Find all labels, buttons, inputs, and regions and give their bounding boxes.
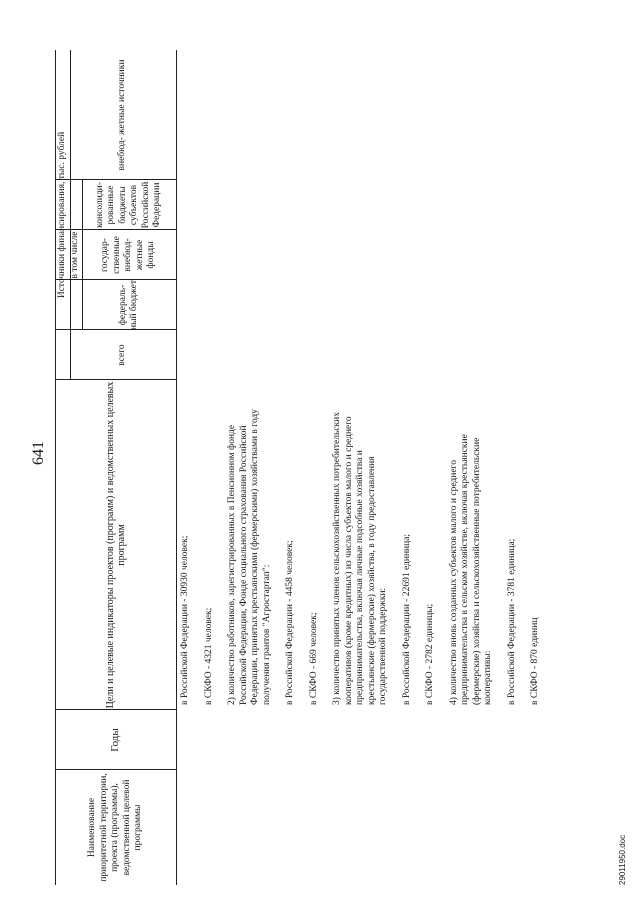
- col-extrabudget-header: внебюд- жетные источники: [117, 59, 128, 171]
- col-years-header: Годы: [109, 728, 122, 752]
- list-item: в СКФО - 870 единиц: [530, 617, 540, 705]
- col-federal-header: федераль- ный бюджет: [117, 279, 139, 330]
- list-item: в СКФО - 669 человек;: [308, 612, 319, 705]
- list-item: в СКФО - 4321 человек;: [203, 607, 214, 705]
- col-regional-header: консолиди- рованные бюджеты субъектов Российской Федерации: [94, 181, 162, 229]
- list-item: 2) количество работников, зарегистрированных в Пенсионном фонде Российской Федерации, Фонде социального страхования Российской Федерации, принятых крестьянскими (фермерскими) хозяйствами в году получения грантов "Агростартап":: [227, 408, 272, 705]
- list-item: в Российской Федерации - 22691 единица;: [401, 533, 412, 705]
- indicator-list: [180, 405, 554, 705]
- list-item: 4) количество вновь созданных субъектов малого и среднего предпринимательства в сельском хозяйстве, включая крестьянские (фермерские) хозяйства и сельскохозяйственные потребительские кооперативы:: [448, 434, 493, 705]
- col-total-header: всего: [117, 344, 128, 366]
- list-item: в Российской Федерации - 30930 человек;: [180, 535, 190, 705]
- list-item: в Российской Федерации - 3781 единица;: [506, 538, 517, 705]
- page-number: 641: [30, 441, 47, 465]
- table-header: [55, 50, 177, 885]
- col-goals-header: Цели и целевые индикаторы проектов (программ) и ведомственных целевых программ: [104, 381, 127, 709]
- list-item: в СКФО - 2782 единицы;: [425, 603, 435, 705]
- col-state-funds-header: государ- ственные внебюд- жетные фонды: [100, 236, 157, 274]
- list-item: 3) количество принятых членов сельскохозяйственных потребительских кооперативов (кроме кредитных) из числа субъектов малого и среднего предпринимательства, включая личные подсобные хозяйства и крестьянские (фермерские) хозяйства, в году предоставления государственной поддержки:: [332, 412, 388, 705]
- footer-filename: 29011950.doc: [618, 834, 627, 885]
- financing-header: Источники финансирования, тыс. рублей: [57, 131, 68, 299]
- list-item: в Российской Федерации - 4458 человек;: [285, 540, 295, 705]
- col-name-header: Наименование приоритетной территории, проекта (программы), ведомственной целевой программы: [87, 773, 144, 882]
- col-including-header: в том числе: [70, 231, 81, 279]
